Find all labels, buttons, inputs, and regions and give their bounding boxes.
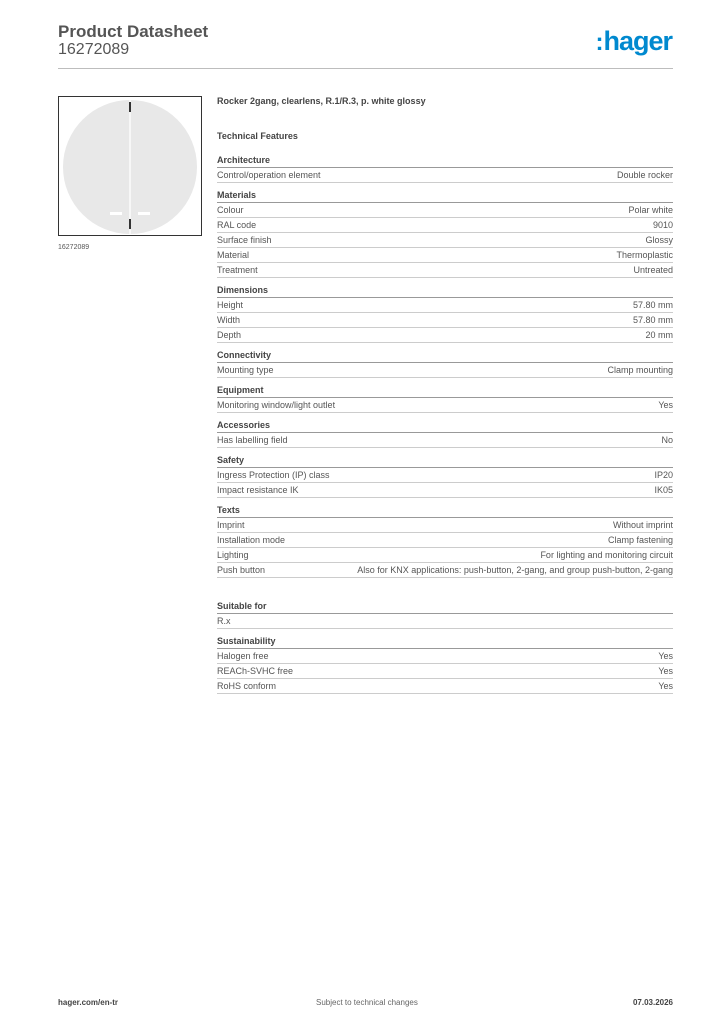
section-gap <box>217 584 673 600</box>
spec-label: Control/operation element <box>217 170 321 180</box>
spec-row <box>217 263 673 278</box>
spec-value: Glossy <box>645 235 673 245</box>
section-title: Safety <box>217 454 673 468</box>
logo-colon-icon: : <box>595 29 603 56</box>
section-title: Suitable for <box>217 600 673 614</box>
spec-row <box>217 548 673 563</box>
spec-row <box>217 433 673 448</box>
spec-value: Untreated <box>633 265 673 275</box>
rocker-switch-icon <box>63 100 197 234</box>
spec-section <box>217 600 673 629</box>
document-header <box>58 22 208 59</box>
spec-label: R.x <box>217 616 231 626</box>
product-description: Rocker 2gang, clearlens, R.1/R.3, p. white glossy <box>217 96 426 106</box>
spec-row <box>217 233 673 248</box>
spec-value: IP20 <box>654 470 673 480</box>
section-title: Texts <box>217 504 673 518</box>
spec-label: Material <box>217 250 250 260</box>
spec-value: Yes <box>658 651 673 661</box>
spec-row <box>217 398 673 413</box>
spec-label: Mounting type <box>217 365 274 375</box>
spec-section <box>217 349 673 378</box>
spec-row <box>217 533 673 548</box>
spec-row <box>217 679 673 694</box>
spec-label: Halogen free <box>217 651 269 661</box>
hager-logo <box>595 26 672 58</box>
spec-label: Depth <box>217 330 242 340</box>
spec-section <box>217 454 673 498</box>
spec-row <box>217 313 673 328</box>
spec-label: Push button <box>217 565 266 575</box>
section-title: Architecture <box>217 154 673 168</box>
spec-value: Yes <box>658 681 673 691</box>
spec-section <box>217 635 673 694</box>
spec-row <box>217 563 673 578</box>
technical-features-heading: Technical Features <box>217 131 298 141</box>
spec-value: No <box>661 435 673 445</box>
rocker-top-mark <box>129 102 131 112</box>
spec-label: Height <box>217 300 244 310</box>
spec-row <box>217 203 673 218</box>
rocker-split-line <box>129 100 131 234</box>
spec-row <box>217 483 673 498</box>
section-title: Connectivity <box>217 349 673 363</box>
spec-sections <box>217 154 673 694</box>
spec-value: Polar white <box>628 205 673 215</box>
spec-row <box>217 248 673 263</box>
spec-label: Treatment <box>217 265 258 275</box>
spec-value: 9010 <box>652 220 673 230</box>
spec-row <box>217 218 673 233</box>
spec-label: RAL code <box>217 220 257 230</box>
spec-label: RoHS conform <box>217 681 277 691</box>
spec-row <box>217 664 673 679</box>
light-window-right <box>138 212 150 215</box>
spec-section <box>217 504 673 578</box>
section-title: Dimensions <box>217 284 673 298</box>
light-window-left <box>110 212 122 215</box>
spec-label: REACh-SVHC free <box>217 666 294 676</box>
spec-label: Has labelling field <box>217 435 288 445</box>
spec-row <box>217 168 673 183</box>
spec-label: Ingress Protection (IP) class <box>217 470 330 480</box>
spec-value: Clamp mounting <box>607 365 673 375</box>
spec-value: Clamp fastening <box>607 535 673 545</box>
spec-value: For lighting and monitoring circuit <box>540 550 673 560</box>
spec-section <box>217 384 673 413</box>
product-image <box>58 96 202 236</box>
spec-row <box>217 518 673 533</box>
section-title: Accessories <box>217 419 673 433</box>
spec-row <box>217 328 673 343</box>
spec-row <box>217 649 673 664</box>
spec-label: Imprint <box>217 520 245 530</box>
footer-website: hager.com/en-tr <box>58 998 119 1007</box>
section-title: Materials <box>217 189 673 203</box>
spec-value: 57.80 mm <box>632 300 673 310</box>
spec-value: 57.80 mm <box>632 315 673 325</box>
footer-date: 07.03.2026 <box>632 998 673 1007</box>
spec-section <box>217 154 673 183</box>
spec-row <box>217 298 673 313</box>
section-title: Equipment <box>217 384 673 398</box>
spec-label: Colour <box>217 205 244 215</box>
footer-notice: Subject to technical changes <box>316 998 418 1007</box>
product-number: 16272089 <box>58 41 130 58</box>
page-title: Product Datasheet <box>58 22 209 41</box>
spec-value: IK05 <box>654 485 673 495</box>
spec-value: Without imprint <box>612 520 673 530</box>
spec-row <box>217 468 673 483</box>
spec-label: Surface finish <box>217 235 272 245</box>
spec-label: Impact resistance IK <box>217 485 299 495</box>
spec-row <box>217 363 673 378</box>
image-caption: 16272089 <box>58 244 90 251</box>
spec-label: Installation mode <box>217 535 286 545</box>
header-divider <box>58 68 673 69</box>
spec-value: Yes <box>658 400 673 410</box>
logo-text: hager <box>603 26 672 56</box>
spec-section <box>217 419 673 448</box>
spec-section <box>217 189 673 278</box>
spec-value: Double rocker <box>616 170 673 180</box>
spec-label: Width <box>217 315 241 325</box>
spec-label: Lighting <box>217 550 249 560</box>
spec-row <box>217 614 673 629</box>
rocker-bottom-mark <box>129 219 131 229</box>
section-title: Sustainability <box>217 635 673 649</box>
spec-value: Yes <box>658 666 673 676</box>
spec-section <box>217 284 673 343</box>
datasheet-content <box>217 96 673 700</box>
spec-label: Monitoring window/light outlet <box>217 400 336 410</box>
spec-value: 20 mm <box>645 330 673 340</box>
spec-value: Also for KNX applications: push-button, 2-gang, and group push-button, 2-gang <box>357 565 673 575</box>
spec-value: Thermoplastic <box>616 250 673 260</box>
